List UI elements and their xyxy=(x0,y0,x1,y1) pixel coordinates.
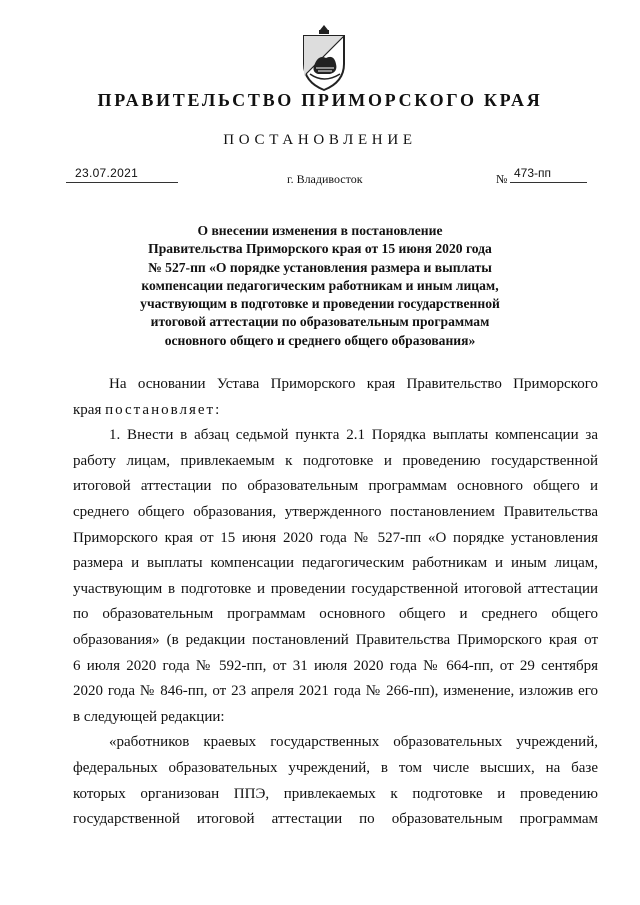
document-city: г. Владивосток xyxy=(287,172,363,186)
paragraph-1 xyxy=(73,423,598,730)
body-line: Приморского края от 15 июня 2020 года № 527-пп «О порядке установления xyxy=(73,529,598,546)
heading-line: № 527-пп «О порядке установления размера и выплаты xyxy=(148,259,492,275)
intro-paragraph xyxy=(73,372,598,423)
document-number: 473-пп xyxy=(514,166,552,180)
heading-line: компенсации педагогическим работникам и иным лицам, xyxy=(141,277,499,293)
heading-line: участвующим в подготовке и проведении государственной xyxy=(140,296,500,312)
heading-line: основного общего и среднего общего образования» xyxy=(164,332,476,348)
body-line: «работников краевых государственных образовательных учреждений, xyxy=(109,734,598,751)
quote-paragraph xyxy=(73,730,598,832)
document-heading xyxy=(110,222,530,350)
body-line: федеральных образовательных учреждений, в том числе высших, на базе xyxy=(73,759,598,776)
body-line: На основании Устава Приморского края Правительство Приморского xyxy=(109,376,598,392)
body-line: образования» (в редакции постановлений Правительства Приморского края от xyxy=(73,631,598,648)
body-line: размера и выплаты компенсации педагогическим работникам и иным лицам, xyxy=(73,555,598,572)
number-underline xyxy=(510,182,587,183)
body-line: которых организован ППЭ, привлекаемых к подготовке и проведению xyxy=(73,785,598,802)
heading-line: Правительства Приморского края от 15 июня 2020 года xyxy=(148,241,492,257)
heading-line: итоговой аттестации по образовательным программам xyxy=(150,314,490,330)
body-line: участвующим в подготовке и проведении государственной итоговой аттестации xyxy=(73,580,598,597)
body-line: по образовательным программам основного общего и среднего общего xyxy=(73,606,598,623)
body-line: в следующей редакции: xyxy=(73,708,225,725)
intro-colon: : xyxy=(215,401,220,418)
document-body xyxy=(73,372,598,833)
body-line: итоговой аттестации по образовательным программам основного общего и xyxy=(73,478,598,495)
date-underline xyxy=(66,182,178,183)
body-line: государственной итоговой аттестации по образовательным программам xyxy=(73,811,598,828)
primorsky-krai-coat-of-arms-icon xyxy=(300,24,348,92)
body-line: работу лицам, привлекаемым к подготовке и проведению государственной xyxy=(73,452,598,469)
body-line xyxy=(73,398,598,424)
body-line: среднего общего образования, утвержденного постановлением Правительства xyxy=(73,503,598,520)
document-date: 23.07.2021 xyxy=(75,166,139,180)
body-line: 1. Внести в абзац седьмой пункта 2.1 Порядка выплаты компенсации за xyxy=(109,427,598,444)
document-type: ПОСТАНОВЛЕНИЕ xyxy=(223,132,417,148)
government-title: ПРАВИТЕЛЬСТВО ПРИМОРСКОГО КРАЯ xyxy=(97,90,543,110)
body-line: 2020 года № 846-пп, от 23 апреля 2021 года № 266-пп), изменение, изложив его xyxy=(73,683,598,700)
decree-word: постановляет xyxy=(105,401,216,418)
number-sign: № xyxy=(496,172,508,186)
intro-text: края xyxy=(73,401,106,418)
body-line: 6 июля 2020 года № 592-пп, от 31 июля 2020 года № 664-пп, от 29 сентября xyxy=(73,657,598,674)
heading-line: О внесении изменения в постановление xyxy=(197,223,443,238)
